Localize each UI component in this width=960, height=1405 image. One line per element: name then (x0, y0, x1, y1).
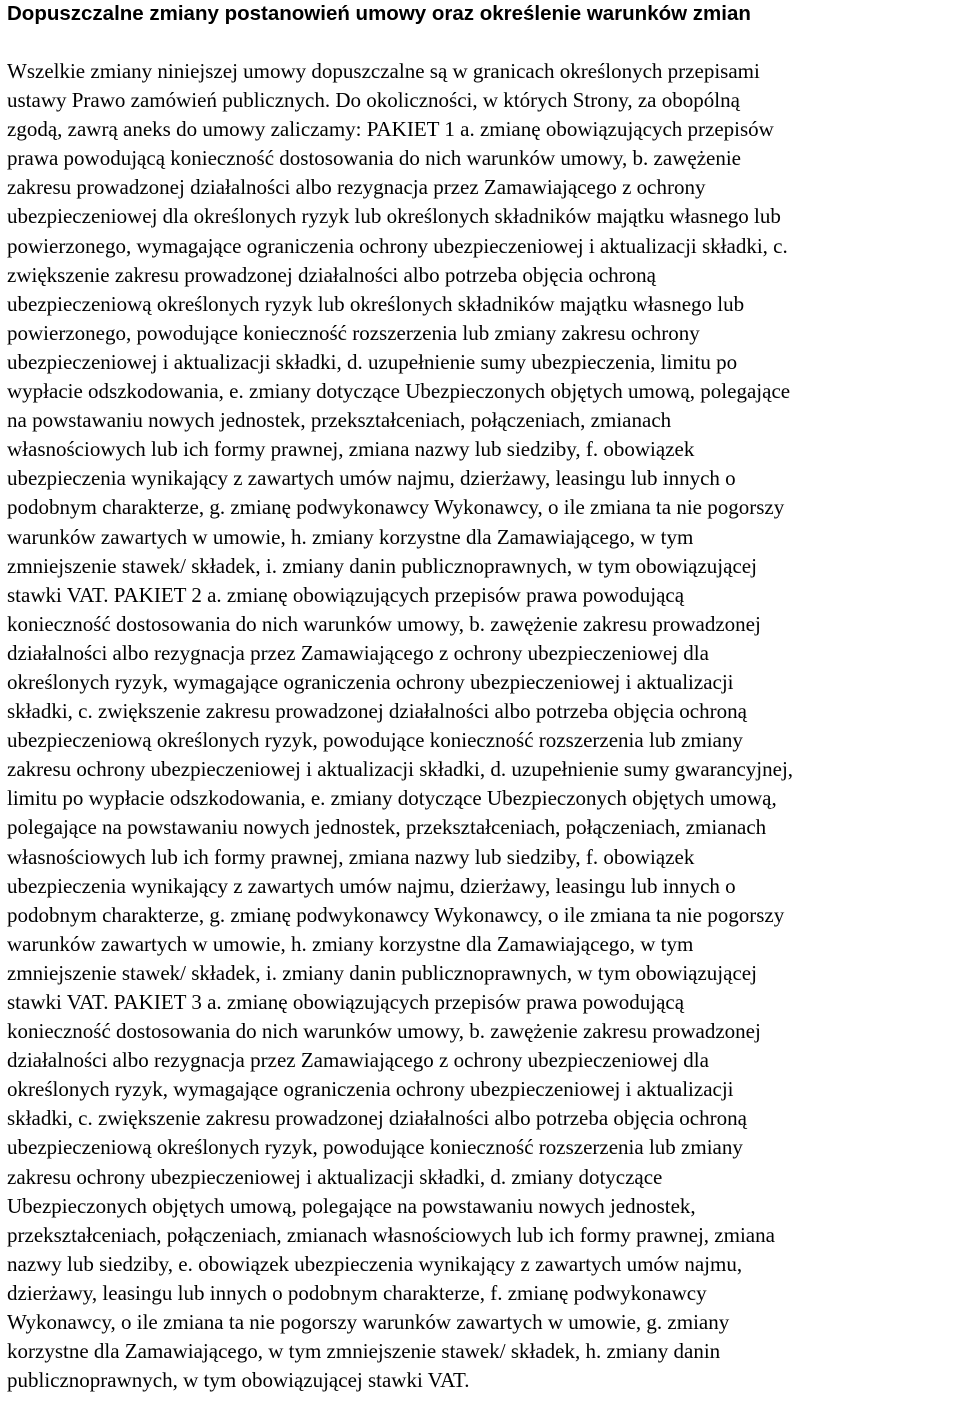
body-line: ubezpieczeniowej dla określonych ryzyk lub określonych składników majątku własnego lub (7, 204, 781, 229)
body-line: zakresu ochrony ubezpieczeniowej i aktualizacji składki, d. uzupełnienie sumy gwarancyjnej, (7, 757, 794, 782)
body-line: stawki VAT. PAKIET 3 a. zmianę obowiązujących przepisów prawa powodującą (7, 990, 685, 1014)
body-line: własnościowych lub ich formy prawnej, zmiana nazwy lub siedziby, f. obowiązek (7, 437, 695, 462)
body-line: powierzonego, wymagające ograniczenia ochrony ubezpieczeniowej i aktualizacji składki, c. (7, 233, 788, 258)
body-line: stawki VAT. PAKIET 2 a. zmianę obowiązujących przepisów prawa powodującą (7, 582, 685, 607)
body-line: dzierżawy, leasingu lub innych o podobnym charakterze, f. zmianę podwykonawcy (7, 1280, 707, 1305)
body-line: limitu po wypłacie odszkodowania, e. zmiany dotyczące Ubezpieczonych objętych umową, (7, 786, 777, 811)
body-line: określonych ryzyk, wymagające ograniczenia ochrony ubezpieczeniowej i aktualizacji (7, 669, 734, 694)
body-line: składki, c. zwiększenie zakresu prowadzonej działalności albo potrzeba objęcia ochroną (7, 1106, 747, 1131)
body-line: Wykonawcy, o ile zmiana ta nie pogorszy warunków zawartych w umowie, g. zmiany (7, 1310, 730, 1335)
body-line: nazwy lub siedziby, e. obowiązek ubezpieczenia wynikający z zawartych umów najmu, (7, 1251, 743, 1276)
document-title: Dopuszczalne zmiany postanowień umowy oraz określenie warunków zmian (7, 2, 751, 25)
body-line: podobnym charakterze, g. zmianę podwykonawcy Wykonawcy, o ile zmiana ta nie pogorszy (7, 495, 785, 520)
body-line: określonych ryzyk, wymagające ograniczenia ochrony ubezpieczeniowej i aktualizacji (7, 1077, 734, 1102)
body-line: ubezpieczenia wynikający z zawartych umów najmu, dzierżawy, leasingu lub innych o (7, 873, 736, 898)
body-line: ubezpieczeniowej i aktualizacji składki, d. uzupełnienie sumy ubezpieczenia, limitu po (7, 349, 738, 374)
body-line: konieczność dostosowania do nich warunków umowy, b. zawężenie zakresu prowadzonej (7, 1019, 761, 1044)
body-line: Wszelkie zmiany niniejszej umowy dopuszczalne są w granicach określonych przepisami (7, 59, 760, 83)
body-line: warunków zawartych w umowie, h. zmiany korzystne dla Zamawiającego, w tym (7, 524, 694, 549)
body-line: wypłacie odszkodowania, e. zmiany dotyczące Ubezpieczonych objętych umową, polegające (7, 379, 791, 404)
body-line: ubezpieczeniową określonych ryzyk, powodujące konieczność rozszerzenia lub zmiany (7, 728, 743, 753)
body-line: publicznoprawnych, w tym obowiązującej stawki VAT. (7, 1368, 470, 1393)
body-line: warunków zawartych w umowie, h. zmiany korzystne dla Zamawiającego, w tym (7, 931, 694, 956)
body-line: ubezpieczeniową określonych ryzyk, powodujące konieczność rozszerzenia lub zmiany (7, 1135, 743, 1160)
document-body (7, 57, 952, 1395)
body-line: polegające na powstawaniu nowych jednostek, przekształceniach, połączeniach, zmianach (7, 815, 767, 840)
body-line: ubezpieczeniową określonych ryzyk lub określonych składników majątku własnego lub (7, 291, 745, 316)
body-line: prawa powodującą konieczność dostosowania do nich warunków umowy, b. zawężenie (7, 146, 741, 171)
body-line: konieczność dostosowania do nich warunków umowy, b. zawężenie zakresu prowadzonej (7, 611, 761, 636)
body-line: działalności albo rezygnacja przez Zamawiającego z ochrony ubezpieczeniowej dla (7, 1048, 709, 1073)
body-line: zmniejszenie stawek/ składek, i. zmiany danin publicznoprawnych, w tym obowiązującej (7, 553, 757, 578)
body-line: zakresu ochrony ubezpieczeniowej i aktualizacji składki, d. zmiany dotyczące (7, 1164, 663, 1189)
body-line: zakresu prowadzonej działalności albo rezygnacja przez Zamawiającego z ochrony (7, 175, 706, 200)
body-line: zwiększenie zakresu prowadzonej działalności albo potrzeba objęcia ochroną (7, 262, 656, 287)
body-line: na powstawaniu nowych jednostek, przekształceniach, połączeniach, zmianach (7, 408, 672, 433)
body-line: podobnym charakterze, g. zmianę podwykonawcy Wykonawcy, o ile zmiana ta nie pogorszy (7, 902, 785, 927)
body-line: ubezpieczenia wynikający z zawartych umów najmu, dzierżawy, leasingu lub innych o (7, 466, 736, 491)
body-line: zgodą, zawrą aneks do umowy zaliczamy: PAKIET 1 a. zmianę obowiązujących przepisów (7, 117, 774, 142)
body-line: Ubezpieczonych objętych umową, polegające na powstawaniu nowych jednostek, (7, 1193, 696, 1218)
body-line: działalności albo rezygnacja przez Zamawiającego z ochrony ubezpieczeniowej dla (7, 640, 709, 665)
body-line: zmniejszenie stawek/ składek, i. zmiany danin publicznoprawnych, w tym obowiązującej (7, 960, 757, 985)
body-line: składki, c. zwiększenie zakresu prowadzonej działalności albo potrzeba objęcia ochroną (7, 699, 747, 724)
body-line: przekształceniach, połączeniach, zmianach własnościowych lub ich formy prawnej, zmiana (7, 1222, 775, 1247)
body-line: korzystne dla Zamawiającego, w tym zmniejszenie stawek/ składek, h. zmiany danin (7, 1339, 721, 1364)
body-line: powierzonego, powodujące konieczność rozszerzenia lub zmiany zakresu ochrony (7, 320, 700, 345)
body-line: własnościowych lub ich formy prawnej, zmiana nazwy lub siedziby, f. obowiązek (7, 844, 695, 869)
body-line: ustawy Prawo zamówień publicznych. Do okoliczności, w których Strony, za obopólną (7, 88, 740, 113)
